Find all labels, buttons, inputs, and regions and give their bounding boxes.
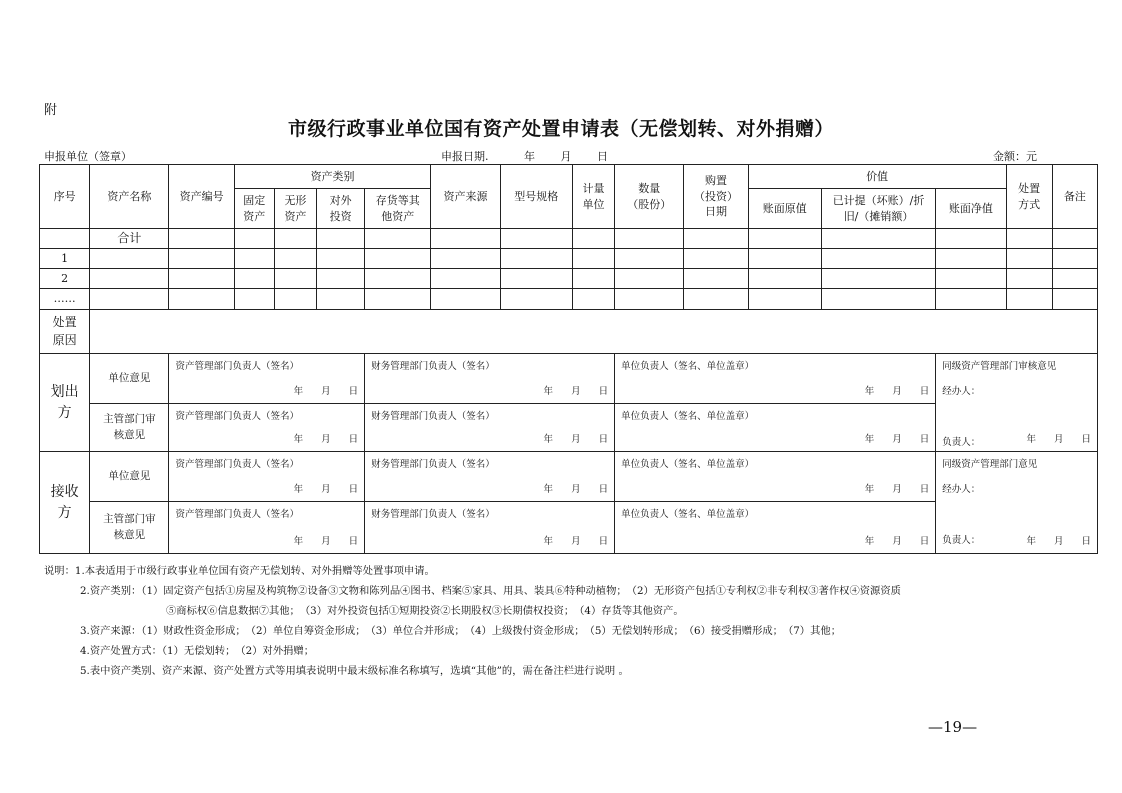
in-peer-opinion[interactable]: 同级资产管理部门意见 经办人： 负责人： 年 月 日 xyxy=(936,452,1098,554)
header-asset-code: 资产编号 xyxy=(169,165,234,229)
header-val-depreciation: 已计提（坏账）/折 旧/（摊销额） xyxy=(821,189,935,229)
transfer-in-side-label: 接收 方 xyxy=(40,452,90,554)
disposal-application-table xyxy=(39,164,1098,554)
header-cat-fixed: 固定 资产 xyxy=(234,189,274,229)
header-disposal-method: 处置 方式 xyxy=(1006,165,1052,229)
transfer-out-unit-opinion-label: 单位意见 xyxy=(90,354,169,404)
in-sup-asset-head-sign[interactable]: 资产管理部门负责人（签名） 年 月 日 xyxy=(169,502,365,554)
application-date xyxy=(441,148,608,164)
transfer-in-supervisor-opinion-label: 主管部门审 核意见 xyxy=(90,502,169,554)
header-cat-intangible: 无形 资产 xyxy=(274,189,316,229)
table-row xyxy=(40,249,1098,269)
header-val-original: 账面原值 xyxy=(748,189,821,229)
form-title: 市级行政事业单位国有资产处置申请表（无偿划转、对外捐赠） xyxy=(287,118,834,140)
table-row xyxy=(40,269,1098,289)
row-seq: 2 xyxy=(40,269,90,289)
header-asset-source: 资产来源 xyxy=(431,165,500,229)
table-row-total xyxy=(40,229,1098,249)
header-seq: 序号 xyxy=(40,165,90,229)
total-label: 合计 xyxy=(90,229,169,249)
row-seq: 1 xyxy=(40,249,90,269)
header-cat-investment: 对外 投资 xyxy=(317,189,365,229)
in-unit-head-sign[interactable]: 单位负责人（签名、单位盖章） 年 月 日 xyxy=(615,452,936,502)
in-unit-asset-head-sign[interactable]: 资产管理部门负责人（签名） 年 月 日 xyxy=(169,452,365,502)
note-1: 说明：1.本表适用于市级行政事业单位国有资产无偿划转、对外捐赠等处置事项申请。 xyxy=(44,565,435,577)
note-2a: 2.资产类别：（1）固定资产包括①房屋及构筑物②设备③文物和陈列品④图书、档案⑤家具、用具、装具⑥特种动植物； （2）无形资产包括①专利权②非专利权③著作权④资源资质 xyxy=(80,585,901,597)
out-unit-finance-head-sign[interactable]: 财务管理部门负责人（签名） 年 月 日 xyxy=(365,354,615,404)
header-value: 价值 xyxy=(748,165,1006,189)
out-sup-finance-head-sign[interactable]: 财务管理部门负责人（签名） 年 月 日 xyxy=(365,404,615,452)
out-sup-asset-head-sign[interactable]: 资产管理部门负责人（签名） 年 月 日 xyxy=(169,404,365,452)
note-5: 5.表中资产类别、资产来源、资产处置方式等用填表说明中最末级标准名称填写，选填“其他”的，需在备注栏进行说明 。 xyxy=(80,665,629,677)
date-day: 日 xyxy=(597,150,608,163)
header-quantity: 数量 （股份） xyxy=(615,165,684,229)
transfer-out-supervisor-opinion-label: 主管部门审 核意见 xyxy=(90,404,169,452)
in-unit-finance-head-sign[interactable]: 财务管理部门负责人（签名） 年 月 日 xyxy=(365,452,615,502)
applicant-unit-label: 申报单位（签章） xyxy=(44,150,132,163)
header-asset-category: 资产类别 xyxy=(234,165,431,189)
disposal-reason-label: 处置 原因 xyxy=(40,310,90,354)
amount-unit-label: 金额：元 xyxy=(993,150,1037,163)
header-asset-name: 资产名称 xyxy=(90,165,169,229)
header-unit: 计量 单位 xyxy=(572,165,614,229)
transfer-out-side-label: 划出 方 xyxy=(40,354,90,452)
note-3: 3.资产来源：（1）财政性资金形成； （2）单位自筹资金形成； （3）单位合并形成； （4）上级拨付资金形成； （5）无偿划转形成； （6）接受捐赠形成； （7）其他； xyxy=(80,625,841,637)
disposal-reason-field[interactable] xyxy=(90,310,1098,354)
table-row xyxy=(40,289,1098,310)
row-seq: …… xyxy=(40,289,90,310)
note-4: 4.资产处置方式：（1）无偿划转； （2）对外捐赠； xyxy=(80,645,315,657)
out-sup-unit-head-sign[interactable]: 单位负责人（签名、单位盖章） 年 月 日 xyxy=(615,404,936,452)
transfer-in-unit-opinion-label: 单位意见 xyxy=(90,452,169,502)
date-month: 月 xyxy=(560,150,572,163)
attachment-label: 附 xyxy=(44,103,58,118)
date-label: 申报日期. xyxy=(441,150,489,163)
in-sup-unit-head-sign[interactable]: 单位负责人（签名、单位盖章） 年 月 日 xyxy=(615,502,936,554)
header-model: 型号规格 xyxy=(500,165,572,229)
note-2b: ⑤商标权⑥信息数据⑦其他； （3）对外投资包括①短期投资②长期股权③长期债权投资； （4）存货等其他资产。 xyxy=(166,605,684,617)
header-val-net: 账面净值 xyxy=(936,189,1006,229)
header-remark: 备注 xyxy=(1052,165,1097,229)
out-unit-asset-head-sign[interactable]: 资产管理部门负责人（签名） 年 月 日 xyxy=(169,354,365,404)
header-cat-inventory: 存货等其 他资产 xyxy=(365,189,431,229)
date-year: 年 xyxy=(524,150,535,163)
out-unit-head-sign[interactable]: 单位负责人（签名、单位盖章） 年 月 日 xyxy=(615,354,936,404)
out-peer-review-opinion[interactable]: 同级资产管理部门审核意见 经办人： 负责人： 年 月 日 xyxy=(936,354,1098,452)
in-sup-finance-head-sign[interactable]: 财务管理部门负责人（签名） 年 月 日 xyxy=(365,502,615,554)
page-number: —19— xyxy=(928,718,978,736)
header-purchase-date: 购置 （投资） 日期 xyxy=(684,165,748,229)
